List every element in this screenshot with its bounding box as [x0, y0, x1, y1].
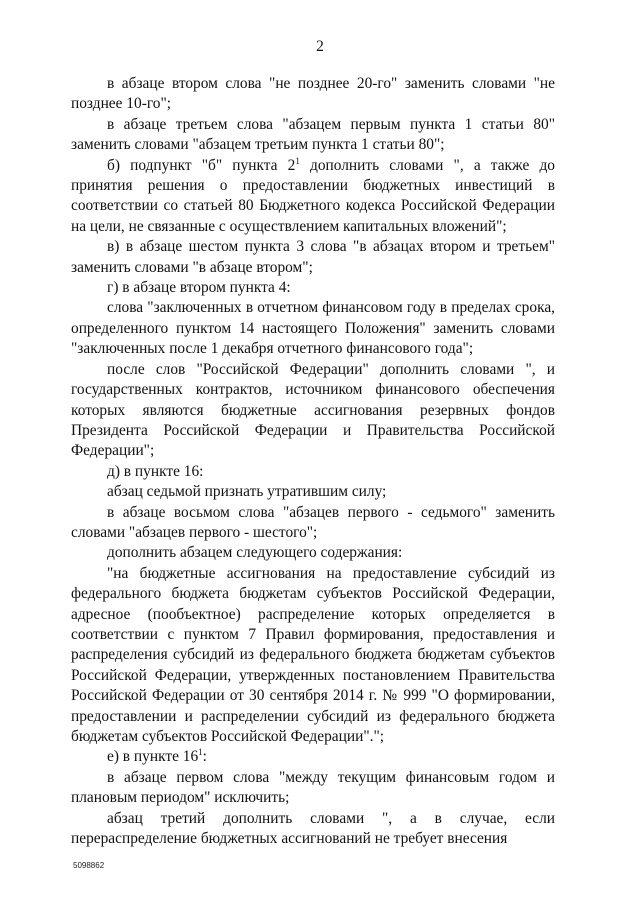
paragraph: после слов "Российской Федерации" дополнить словами ", и государственных контрактов, источником финансового обеспечения которых являются бюджетные ассигнования резервных фондов Президента Российской Федерации и Правительства Российской Федерации";: [71, 360, 555, 460]
paragraph-text: дополнить словами ", а также до принятия решения о предоставлении бюджетных инвестиций в соответствии со статьей 80 Бюджетного кодекса Российской Федерации на цели, не связанные с осуществлением капитальных вложений";: [71, 156, 555, 235]
paragraph: г) в абзаце втором пункта 4:: [107, 279, 291, 297]
paragraph: в абзаце первом слова "между текущим финансовым годом и плановым периодом" исключить;: [71, 768, 555, 807]
superscript: 1: [295, 155, 300, 166]
document-body: [71, 74, 555, 849]
paragraph: абзац седьмой признать утратившим силу;: [107, 483, 387, 501]
document-reference-number: 5098862: [73, 861, 105, 870]
paragraph: [71, 156, 555, 238]
paragraph-text: е) в пункте 16: [107, 748, 199, 766]
paragraph: в абзаце восьмом слова "абзацев первого - седьмого" заменить словами "абзацев первого - шестого";: [71, 503, 555, 541]
paragraph: в абзаце втором слова "не позднее 20-го" заменить словами "не позднее 10-го";: [71, 75, 555, 113]
superscript: 1: [198, 747, 203, 758]
page-number: 2: [316, 38, 324, 55]
paragraph: д) в пункте 16:: [107, 462, 204, 480]
paragraph: в) в абзаце шестом пункта 3 слова "в абзацах втором и третьем" заменить словами "в абзаце втором";: [71, 238, 555, 276]
paragraph: [71, 747, 555, 767]
paragraph-text: б) подпункт "б" пункта 2: [107, 156, 296, 174]
paragraph-text: :: [202, 748, 207, 766]
paragraph: слова "заключенных в отчетном финансовом году в пределах срока, определенного пунктом 14 настоящего Положения" заменить словами "заключенных после 1 декабря отчетного финансового года";: [71, 299, 555, 358]
paragraph: абзац третий дополнить словами ", а в случае, если перераспределение бюджетных ассигнований не требует внесения: [71, 809, 555, 848]
paragraph: "на бюджетные ассигнования на предоставление субсидий из федерального бюджета бюджетам субъектов Российской Федерации, адресное (пообъектное) распределение которых определяется в соответствии с пунктом 7 Правил формирования, предоставления и распределения субсидий из федерального бюджета бюджетам субъектов Российской Федерации, утвержденных постановлением Правительства Российской Федерации от 30 сентября 2014 г. № 999 "О формировании, предоставлении и распределении субсидий из федерального бюджета бюджетам субъектов Российской Федерации".";: [71, 564, 555, 745]
paragraph: дополнить абзацем следующего содержания:: [107, 544, 403, 562]
paragraph: в абзаце третьем слова "абзацем первым пункта 1 статьи 80" заменить словами "абзацем третьим пункта 1 статьи 80";: [71, 115, 555, 154]
